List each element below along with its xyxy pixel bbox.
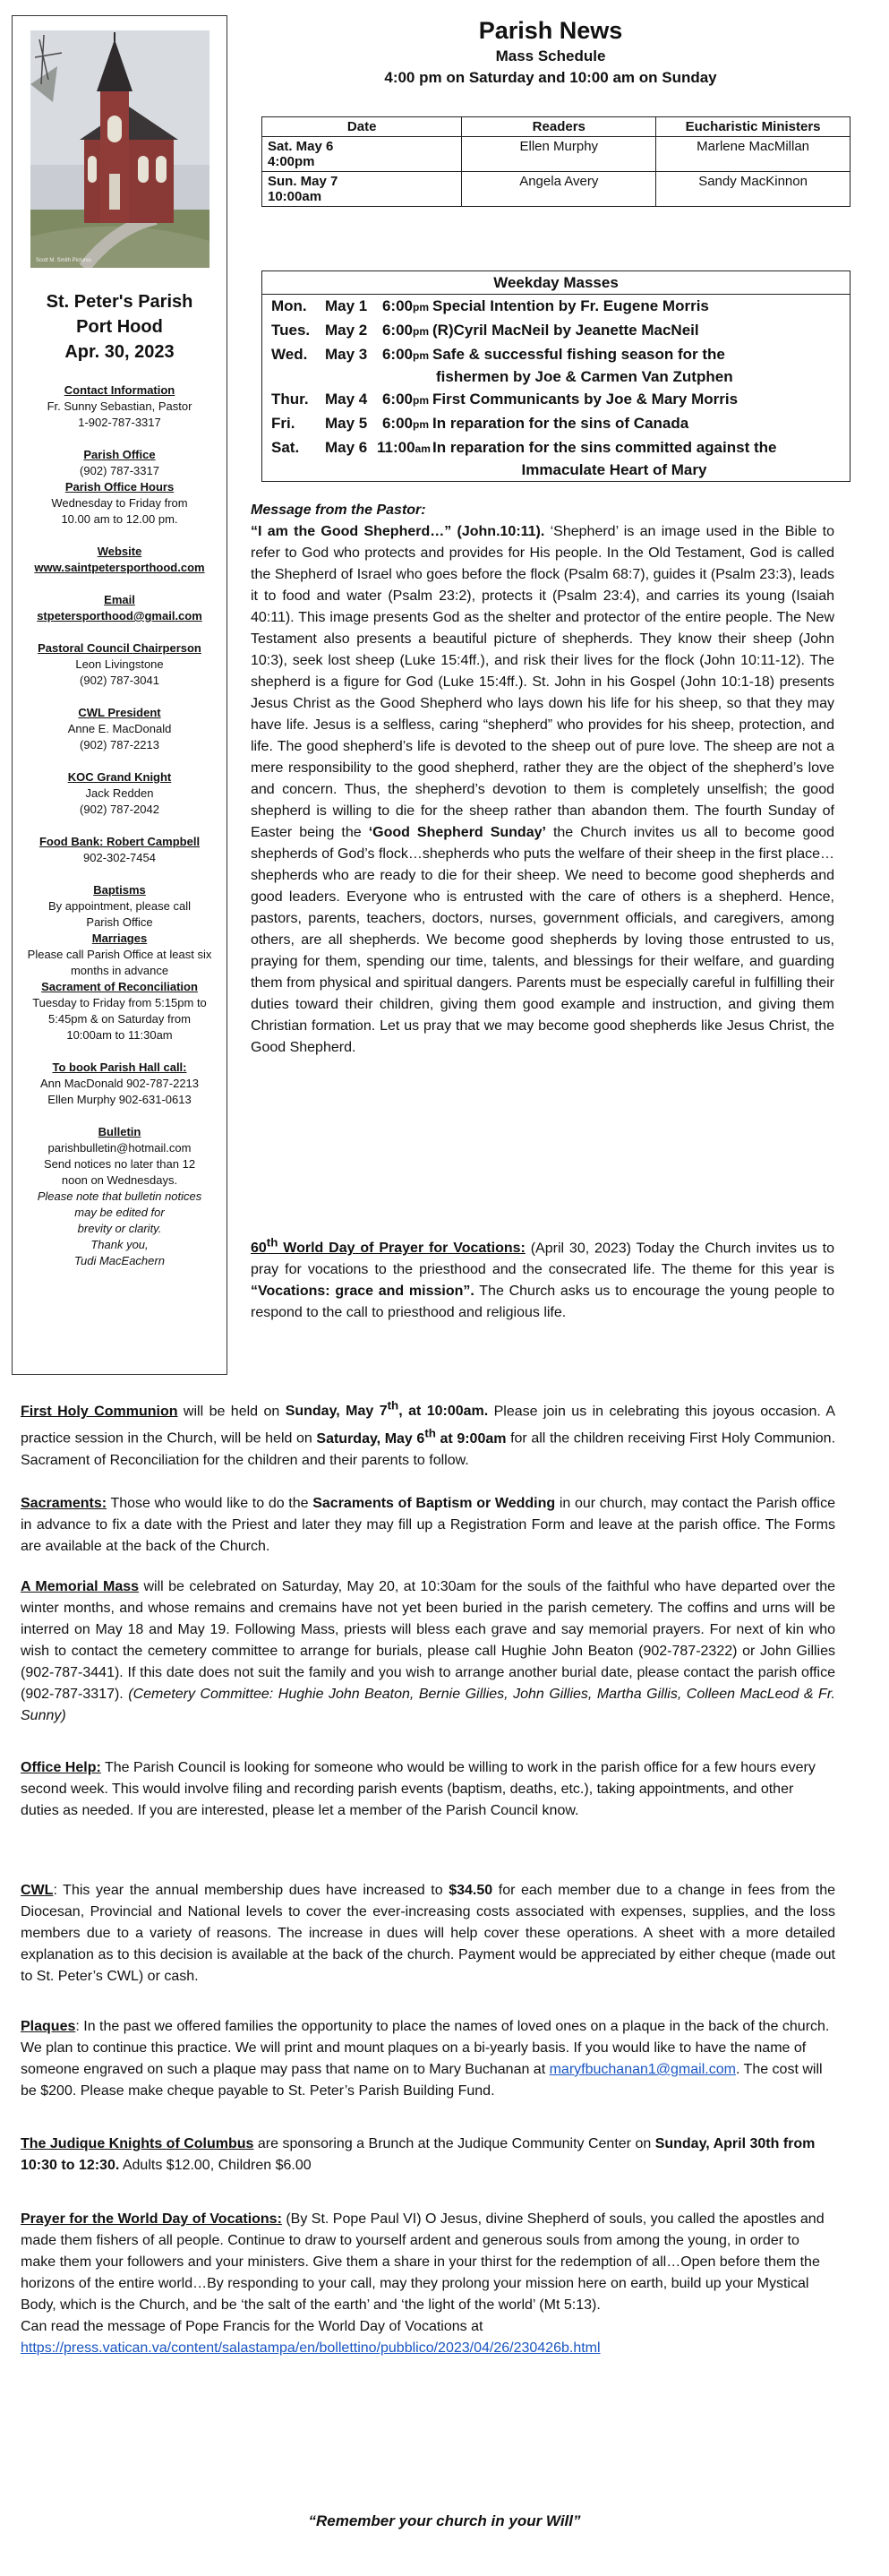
cwl-name: Anne E. MacDonald: [67, 722, 172, 735]
reconciliation-line: 5:45pm & on Saturday from: [48, 1012, 191, 1026]
section-heading: Plaques: [21, 2019, 76, 2034]
weekday-time: [377, 436, 432, 481]
heading-number: 60: [251, 1241, 267, 1257]
intention-line: (R)Cyril MacNeil by Jeanette MacNeil: [432, 322, 699, 339]
plaques-email-link[interactable]: maryfbuchanan1@gmail.com: [549, 2062, 736, 2077]
office-help-section: [21, 1757, 835, 1822]
section-text: for all the children receiving First Holy Communion. Sacrament of Reconciliation for the children and their parents to follow.: [21, 1430, 836, 1468]
marriages-heading: Marriages: [91, 932, 148, 945]
time-line: 4:00pm: [268, 154, 315, 169]
good-shepherd-sunday: ‘Good Shepherd Sunday’: [368, 825, 546, 840]
sacraments-section: [21, 1493, 835, 1558]
office-hours-line: 10.00 am to 12.00 pm.: [61, 512, 178, 526]
time-suffix: pm: [413, 349, 429, 362]
weekday-masses-title: Weekday Masses: [262, 271, 850, 295]
section-text: Adults $12.00, Children $6.00: [119, 2158, 312, 2173]
vocations-section: [251, 1232, 834, 1324]
vocations-text: The Church asks us to encourage the young people to respond to the call to priesthood and religious life.: [251, 1284, 835, 1321]
marriages-line: months in advance: [70, 964, 169, 977]
council-block: [13, 640, 227, 689]
baptisms-heading: Baptisms: [93, 883, 146, 897]
weekday-day: Fri.: [271, 415, 295, 432]
svg-text:Scott M. Smith Pictures: Scott M. Smith Pictures: [35, 258, 91, 263]
intention-line: Immaculate Heart of Mary: [521, 461, 707, 478]
intention-line: Safe & successful fishing season for the: [432, 346, 725, 363]
weekday-row: [262, 436, 850, 481]
time-suffix: pm: [413, 394, 429, 407]
office-heading: Parish Office: [83, 448, 156, 461]
first-communion-section: [21, 1395, 835, 1472]
baptisms-line: By appointment, please call: [48, 899, 191, 913]
section-text: will be held on: [177, 1404, 286, 1420]
office-block: [13, 447, 227, 528]
bulletin-note: Thank you,: [90, 1238, 149, 1251]
prayer-text: (By St. Pope Paul VI) O Jesus, divine Shepherd of souls, you called the apostles and made them fishers of all people. Continue to draw to yourself ardent and generous souls from among the young, in order to make them your followers and your ministers. Give them a share in your thirst for the redemption of all…Open before them the horizons of the entire world…By responding to your call, may they prolong your mission here on earth, build up your Mystical Body, which is the Church, and be ‘the salt of the earth’ and ‘the light of the world’ (Mt 5:13).: [21, 2211, 825, 2313]
cwl-phone: (902) 787-2213: [80, 738, 159, 751]
time-suffix: pm: [413, 301, 429, 313]
intention-line: fishermen by Joe & Carmen Van Zutphen: [436, 368, 733, 385]
date-ordinal: th: [424, 1426, 436, 1440]
table-header-row: [262, 117, 851, 137]
intention-line: In reparation for the sins of Canada: [432, 415, 689, 432]
koc-heading: KOC Grand Knight: [67, 770, 172, 784]
weekday-day: Sat.: [271, 439, 300, 456]
mass-times: 4:00 pm on Saturday and 10:00 am on Sunday: [384, 69, 717, 86]
section-bold: Sacraments of Baptism or Wedding: [312, 1496, 556, 1511]
section-text: Please join us in celebrating this joyous occasion. A practice session in the Church, will be held on: [21, 1404, 835, 1447]
hall-contact: Ann MacDonald 902-787-2213: [39, 1077, 200, 1090]
brunch-time: Sunday, April 30th from 10:30 to 12:30.: [21, 2136, 816, 2173]
time-suffix: pm: [413, 418, 429, 431]
email-link[interactable]: stpetersporthood@gmail.com: [37, 609, 202, 623]
bulletin-block: [13, 1124, 227, 1269]
weekday-intention: [432, 412, 850, 436]
weekday-row: [262, 388, 850, 412]
date-line: Sat. May 6: [268, 139, 334, 154]
sidebar: [12, 15, 227, 1375]
heading-ordinal: th: [266, 1236, 278, 1249]
parish-name-line2: Port Hood: [76, 317, 163, 337]
cwl-block: [13, 705, 227, 753]
page-title: Parish News: [478, 17, 623, 44]
table-row: [262, 172, 851, 207]
website-heading: Website: [97, 545, 142, 558]
office-hours-heading: Parish Office Hours: [64, 480, 175, 494]
intention-line: Special Intention by Fr. Eugene Morris: [432, 297, 709, 314]
bulletin-date: Apr. 30, 2023: [64, 342, 175, 362]
time-value: 6:00: [381, 322, 413, 339]
bulletin-email[interactable]: parishbulletin@hotmail.com: [47, 1141, 192, 1155]
sacraments-info-block: [13, 882, 227, 1043]
date-ordinal: th: [387, 1399, 399, 1413]
weekday-row: [262, 319, 850, 343]
weekday-masses-box: [261, 270, 851, 482]
bulletin-note: brevity or clarity.: [77, 1222, 162, 1235]
marriages-line: Please call Parish Office at least six: [27, 948, 212, 961]
bulletin-note: may be edited for: [74, 1206, 165, 1219]
time-suffix: am: [415, 442, 431, 455]
weekday-intention: [432, 436, 850, 481]
email-block: [13, 592, 227, 624]
section-heading: The Judique Knights of Columbus: [21, 2136, 254, 2151]
intention-line: In reparation for the sins committed against the: [432, 439, 777, 456]
weekday-row: [262, 295, 850, 319]
section-heading: First Holy Communion: [21, 1404, 178, 1420]
contact-block: [13, 382, 227, 431]
mass-schedule-heading: Mass Schedule: [495, 47, 606, 64]
date-line: Sun. May 7: [268, 174, 338, 189]
weekday-row: [262, 412, 850, 436]
weekday-intention: [432, 319, 850, 343]
cwl-heading: CWL President: [78, 706, 161, 719]
weekday-date: May 4: [325, 391, 368, 408]
vocations-theme: “Vocations: grace and mission”.: [251, 1284, 474, 1300]
weekday-day: Mon.: [271, 297, 307, 314]
church-illustration: [30, 30, 209, 268]
weekday-time: [377, 343, 432, 388]
bulletin-editor: Tudi MacEachern: [74, 1254, 165, 1267]
church-photo: [30, 30, 209, 268]
section-text: Those who would like to do the: [107, 1496, 313, 1511]
weekday-day: Wed.: [271, 346, 308, 363]
weekday-time: [377, 412, 432, 436]
koc-block: [13, 769, 227, 818]
section-text: are sponsoring a Brunch at the Judique Community Center on: [253, 2136, 655, 2151]
website-block: [13, 544, 227, 576]
pastor-message-title: Message from the Pastor:: [251, 502, 426, 518]
table-cell-date: [262, 172, 462, 207]
bulletin-note: Please note that bulletin notices: [37, 1189, 202, 1203]
food-bank-block: [13, 834, 227, 866]
weekday-date: May 5: [325, 415, 368, 432]
reconciliation-line: Tuesday to Friday from 5:15pm to: [32, 996, 207, 1009]
column-header: Readers: [462, 117, 656, 137]
table-cell-readers: Ellen Murphy: [462, 137, 656, 172]
mass-schedule-table: [261, 116, 851, 207]
time-value: 6:00: [381, 391, 413, 408]
weekday-time: [377, 388, 432, 412]
email-heading: Email: [104, 593, 135, 606]
weekday-intention: [432, 388, 850, 412]
memorial-mass-section: [21, 1576, 835, 1727]
bulletin-line: Send notices no later than 12: [43, 1157, 196, 1171]
date-text: , at 10:00am.: [398, 1404, 489, 1420]
table-cell-date: [262, 137, 462, 172]
council-heading: Pastoral Council Chairperson: [38, 641, 201, 655]
section-text: : In the past we offered families the opportunity to place the names of loved ones on a plaque in the back of the church. We plan to continue this practice. We will print and mount plaques on a bi-yearly basis. If you would like to have the name of someone engraved on such a plaque may pass that name on to Mary Buchanan at: [21, 2019, 830, 2077]
date-text: Sunday, May 7: [285, 1404, 388, 1420]
intention-line: First Communicants by Joe & Mary Morris: [432, 391, 739, 408]
column-header: Eucharistic Ministers: [656, 117, 851, 137]
pastor-phone: 1-902-787-3317: [78, 416, 161, 429]
weekday-date: May 2: [325, 322, 368, 339]
weekday-intention: [432, 295, 850, 319]
table-row: [262, 137, 851, 172]
vocations-text: (April 30, 2023) Today the Church invites us to pray for vocations to the priesthood and the consecrated life. The theme for this year is: [251, 1241, 835, 1278]
baptisms-line: Parish Office: [86, 915, 153, 929]
section-heading: Prayer for the World Day of Vocations:: [21, 2211, 282, 2227]
weekday-intention: [432, 343, 850, 388]
koc-phone: (902) 787-2042: [80, 803, 159, 816]
contact-heading: Contact Information: [64, 383, 175, 397]
cemetery-committee: (Cemetery Committee: Hughie John Beaton, Bernie Gillies, John Gillies, Martha Gillis, Colleen MacLeod & Fr. Sunny): [21, 1687, 836, 1723]
time-line: 10:00am: [268, 189, 322, 204]
date-text: Saturday, May 6: [316, 1430, 425, 1447]
weekday-day: Thur.: [271, 391, 309, 408]
pastor-message-body: [251, 521, 834, 1059]
date-text: at 9:00am: [435, 1430, 507, 1447]
website-link[interactable]: www.saintpetersporthood.com: [34, 561, 205, 574]
plaques-section: [21, 2016, 835, 2102]
table-cell-ministers: Marlene MacMillan: [656, 137, 851, 172]
time-suffix: pm: [413, 325, 429, 338]
weekday-time: [377, 319, 432, 343]
table-cell-ministers: Sandy MacKinnon: [656, 172, 851, 207]
message-text: the Church invites us all to become good shepherds of God’s flock…shepherds who puts the welfare of their sheep in the first place…shepherds who are ready to die for their sheep. We need to become good shepherds and good leaders. Everyone who is entrusted with the care of others is a shepherd. Hence, pastors, parents, teachers, doctors, nurses, government officials, and caregivers, among others, are all shepherds. We become good shepherds by loving those entrusted to us, praying for them, spending our time, talents, and blessings for their welfare, and guarding them from physical and spiritual dangers. Parents must be especially careful in fulfilling their duties toward their children, giving them good example and instruction, and giving them Christian formation. Let us pray that we may become good shepherds like Jesus Christ, the Good Shepherd.: [251, 825, 835, 1055]
hall-contact: Ellen Murphy 902-631-0613: [47, 1093, 192, 1106]
knights-section: [21, 2134, 835, 2177]
reconciliation-line: 10:00am to 11:30am: [66, 1028, 173, 1042]
bulletin-heading: Bulletin: [98, 1125, 141, 1138]
food-bank-heading: Food Bank: Robert Campbell: [38, 835, 201, 848]
footer-quote: “Remember your church in your Will”: [308, 2512, 581, 2529]
time-value: 6:00: [381, 346, 413, 363]
bulletin-line: noon on Wednesdays.: [61, 1173, 178, 1187]
section-text: : This year the annual membership dues have increased to: [53, 1883, 449, 1898]
food-bank-phone: 902-302-7454: [83, 851, 156, 864]
vatican-message-link[interactable]: https://press.vatican.va/content/salastampa/en/bollettino/pubblico/2023/04/26/230426b.html: [21, 2340, 601, 2356]
section-heading: A Memorial Mass: [21, 1579, 140, 1594]
section-heading: Sacraments:: [21, 1496, 107, 1511]
heading-text: World Day of Prayer for Vocations:: [278, 1241, 526, 1257]
section-text: in our church, may contact the Parish office in advance to fix a date with the Priest and later they may fill up a Registration Form and leave at the parish office. The Forms are available at the back of the Church.: [21, 1496, 835, 1554]
office-phone: (902) 787-3317: [80, 464, 159, 477]
prayer-section: [21, 2209, 835, 2359]
weekday-date: May 6: [325, 439, 368, 456]
section-heading: Office Help:: [21, 1760, 101, 1775]
communion-date: [285, 1399, 489, 1420]
council-phone: (902) 787-3041: [80, 674, 159, 687]
section-text: . The cost will be $200. Please make cheque payable to St. Peter’s Parish Building Fund.: [21, 2062, 823, 2099]
header: [251, 15, 851, 89]
weekday-row: [262, 343, 850, 388]
vocations-heading: [251, 1236, 526, 1257]
scripture-quote: “I am the Good Shepherd…” (John.10:11).: [251, 524, 545, 539]
pastor-name: Fr. Sunny Sebastian, Pastor: [47, 399, 192, 413]
pastor-message: [251, 500, 834, 1059]
weekday-date: May 1: [325, 297, 368, 314]
column-header: Date: [262, 117, 462, 137]
section-heading: CWL: [21, 1883, 54, 1898]
parish-name-line1: St. Peter's Parish: [46, 292, 193, 312]
prayer-link-intro: Can read the message of Pope Francis for the World Day of Vocations at: [21, 2319, 483, 2334]
table-cell-readers: Angela Avery: [462, 172, 656, 207]
time-value: 6:00: [381, 415, 413, 432]
section-text: The Parish Council is looking for someone who would be willing to work in the parish office for a few hours every second week. This would involve filing and recording parish events (baptism, deaths, etc.), taking appointments, and other duties as needed. If you are interested, please let a member of the Parish Council know.: [21, 1760, 816, 1818]
time-value: 6:00: [381, 297, 413, 314]
section-text: will be celebrated on Saturday, May 20, at 10:30am for the souls of the faithful who have departed over the winter months, and whose remains and cremains have not yet been buried in the parish cemetery. The coffins and urns will be interred on May 18 and May 19. Following Mass, priests will bless each grave and say memorial prayers. For next of kin who wish to contact the cemetery committee to arrange for burials, please call Hughie John Beaton (902-787-2322) or John Gillies (902-787-3441). If this date does not suit the family and you wish to arrange another burial date, please contact the parish office (902-787-3317).: [21, 1579, 835, 1702]
time-value: 11:00: [377, 439, 415, 456]
section-text: for each member due to a change in fees from the Diocesan, Provincial and National levels to cover the ever-increasing costs associated with expenses, supplies, and the loss members due to a variety of reasons. The increase in dues will help cover these operations. A sheet with a more detailed explanation as to this decision is available at the back of the church. Payment would be appreciated by either cheque (made out to St. Peter’s CWL) or cash.: [21, 1883, 836, 1984]
reconciliation-heading: Sacrament of Reconciliation: [41, 980, 198, 993]
hall-block: [13, 1060, 227, 1108]
parish-name: [13, 289, 227, 365]
cwl-section: [21, 1880, 835, 1988]
weekday-time: [377, 295, 432, 319]
hall-heading: To book Parish Hall call:: [52, 1060, 187, 1074]
weekday-day: Tues.: [271, 322, 311, 339]
message-text: ‘Shepherd’ is an image used in the Bible to refer to God who protects and provides for His people. In the Old Testament, God is called the Shepherd of Israel who goes before the flock (Psalm 68:7), guides it (Psalm 23:3), leads it to food and water (Psalm 23:2), protects it (Psalm 23:4), and carries its young (Isaiah 40:11). This image presents God as the shelter and protector of the entire people. The New Testament also presents a beautiful picture of shepherds. They know their sheep (John 10:3), seek lost sheep (Luke 15:4ff.), and risk their lives for the flock (John 10:11-12). The shepherd is a figure for God (Luke 15:4ff.). St. John in his Gospel (John 10:1-18) presents Jesus Christ as the Good Shepherd who lays down his life for his sheep, so that they may have life. Jesus is a selfless, caring “shepherd” who provides for his sheep, protection, and life. The good shepherd’s life is devoted to the sheep out of pure love. The sheep are not a mere responsibility to the good shepherd, rather they are the object of the shepherd’s love and concern. Thus, the shepherd’s devotion to them is completely unselfish; the good shepherd is willing to die for the sheep rather than abandon them. The fourth Sunday of Easter being the: [251, 524, 835, 840]
office-hours-line: Wednesday to Friday from: [51, 496, 188, 510]
dues-amount: $34.50: [449, 1883, 493, 1898]
koc-name: Jack Redden: [85, 786, 154, 800]
council-name: Leon Livingstone: [75, 657, 164, 671]
weekday-date: May 3: [325, 346, 368, 363]
practice-date: [316, 1426, 507, 1447]
